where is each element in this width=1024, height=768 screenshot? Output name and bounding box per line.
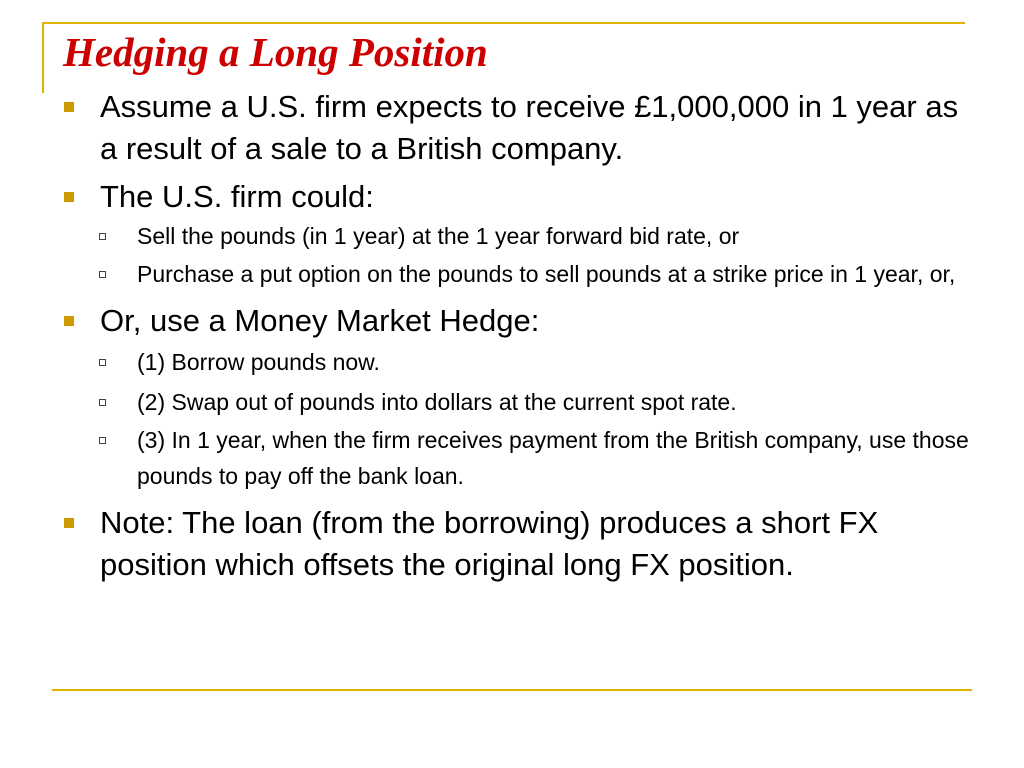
sub-bullet-item <box>52 422 972 494</box>
sub-bullet-text: (3) In 1 year, when the firm receives payment from the British company, use those pounds to pay off the bank loan. <box>137 427 969 489</box>
bullet-text: Assume a U.S. firm expects to receive £1,000,000 in 1 year as a result of a sale to a British company. <box>100 89 959 166</box>
filled-square-bullet-icon <box>64 192 74 202</box>
bullet-item <box>52 300 972 342</box>
sub-bullet-item <box>52 384 972 420</box>
sub-bullet-text: (2) Swap out of pounds into dollars at the current spot rate. <box>137 389 737 415</box>
sub-bullet-item <box>52 344 972 380</box>
hollow-square-bullet-icon <box>99 359 106 366</box>
bullet-item <box>52 502 972 586</box>
slide-title: Hedging a Long Position <box>63 29 488 75</box>
sub-bullet-text: (1) Borrow pounds now. <box>137 349 380 375</box>
filled-square-bullet-icon <box>64 518 74 528</box>
left-rule <box>42 22 44 93</box>
sub-bullet-text: Purchase a put option on the pounds to sell pounds at a strike price in 1 year, or, <box>137 261 956 287</box>
bullet-list <box>52 86 972 586</box>
bullet-text: Or, use a Money Market Hedge: <box>100 303 540 338</box>
filled-square-bullet-icon <box>64 102 74 112</box>
bullet-text: Note: The loan (from the borrowing) produces a short FX position which offsets the original long FX position. <box>100 505 879 582</box>
filled-square-bullet-icon <box>64 316 74 326</box>
bullet-item <box>52 176 972 218</box>
hollow-square-bullet-icon <box>99 233 106 240</box>
bullet-text: The U.S. firm could: <box>100 179 374 214</box>
bottom-rule <box>52 689 972 691</box>
bullet-item <box>52 86 972 170</box>
hollow-square-bullet-icon <box>99 399 106 406</box>
top-rule <box>42 22 965 24</box>
sub-bullet-item <box>52 218 972 254</box>
sub-bullet-item <box>52 256 972 292</box>
hollow-square-bullet-icon <box>99 437 106 444</box>
hollow-square-bullet-icon <box>99 271 106 278</box>
sub-bullet-text: Sell the pounds (in 1 year) at the 1 year forward bid rate, or <box>137 223 740 249</box>
